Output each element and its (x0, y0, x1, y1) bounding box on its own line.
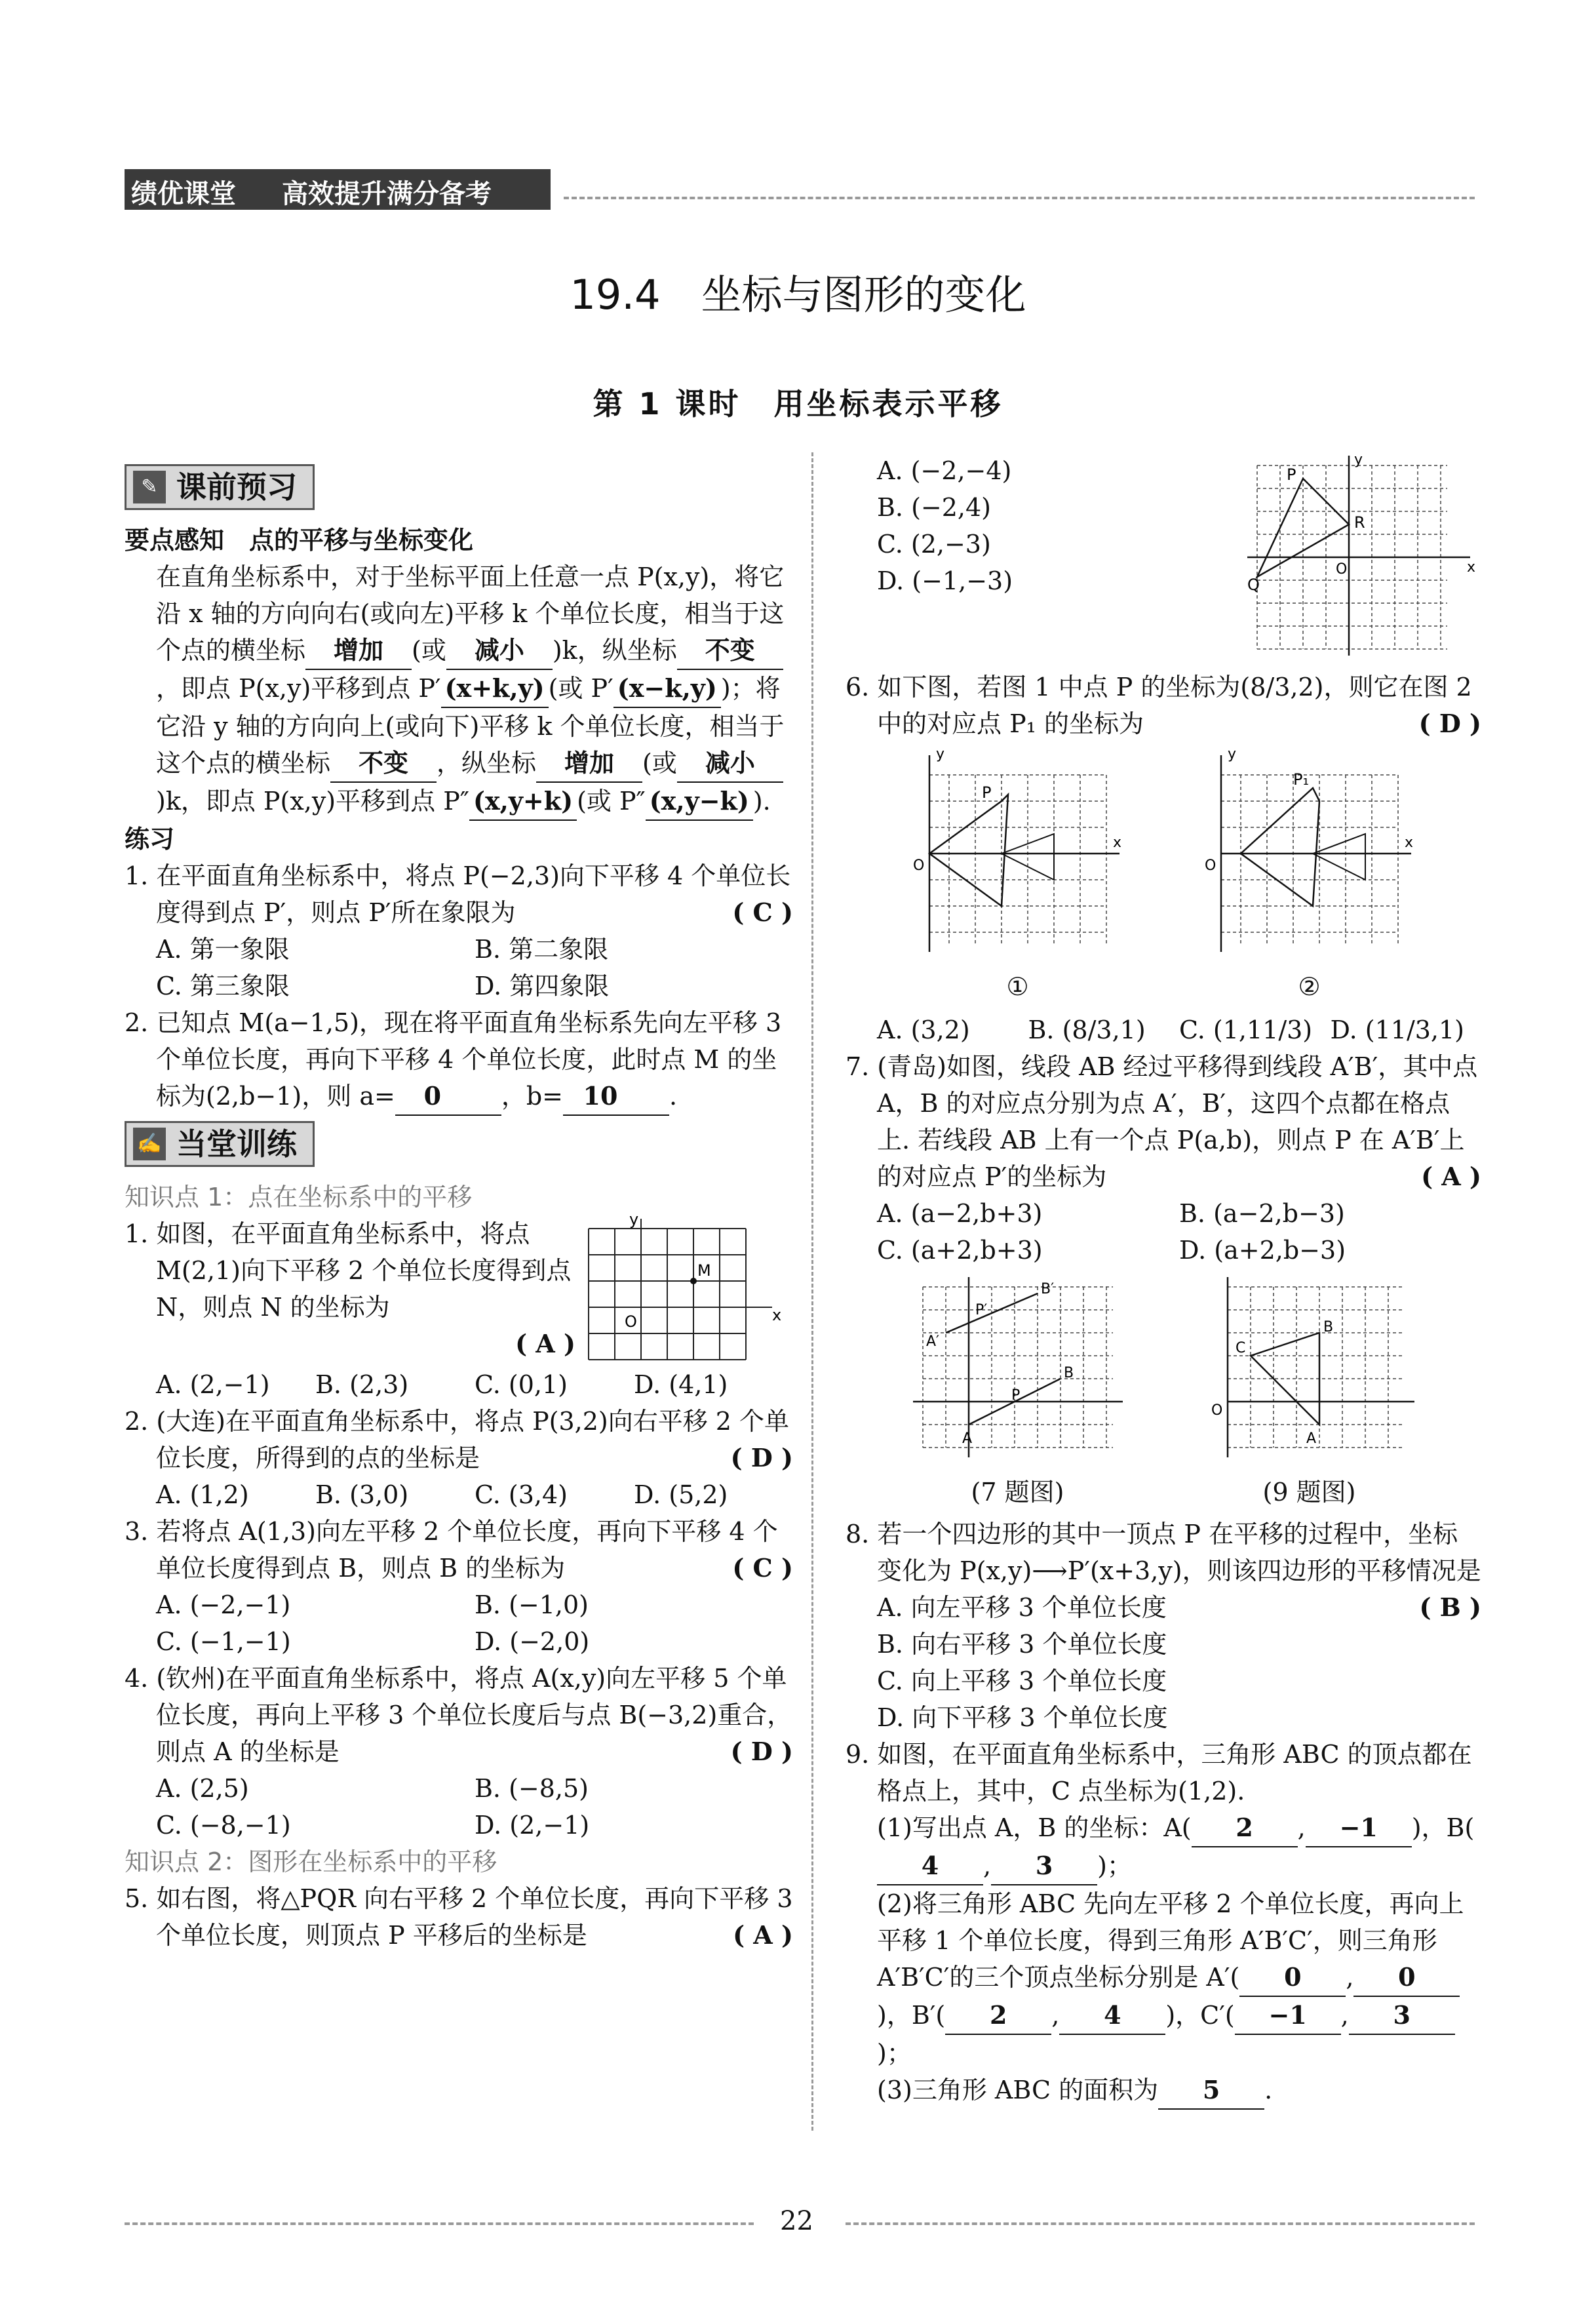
key-points-text: 在直角坐标系中，对于坐标平面上任意一点 P(x,y)，将它沿 x 轴的方向向右(或向左)平移 k 个单位长度，相当于这个点的横坐标 增加 (或 减小 )k，纵坐标 不变，即点 P(x,y)平移到点 P′ (x+k,y) (或 P′ (x−k,y) )；将它沿 y 轴的方向向上(或向下)平移 k 个单位长度，相当于这个点的横坐标 不变 ，纵坐标 增加 (或 减小)k，即点 P(x,y)平移到点 P″ (x,y+k) (或 P″ (x,y−k) ). (125, 559, 793, 821)
header-slogan: 高效提升满分备考 (282, 179, 492, 209)
svg-text:P₁: P₁ (1293, 770, 1309, 789)
question-3: 3. 若将点 A(1,3)向左平移 2 个单位长度，再向下平移 4 个单位长度得到点 B，则点 B 的坐标为 ( C ) (125, 1517, 793, 1583)
question-8: 8. 若一个四边形的其中一顶点 P 在平移的过程中，坐标变化为 P(x,y)⟶P′(x+3,y)，则该四边形的平移情况是 ( B ) (846, 1520, 1481, 1622)
question-7: 7. (青岛)如图，线段 AB 经过平移得到线段 A′B′，其中点 A，B 的对应点分别为点 A′，B′，这四个点都在格点上. 若线段 AB 上有一个点 P(a,b)，则点 P 在 A′B′上的对应点 P′的坐标为 ( A ) (846, 1052, 1481, 1191)
svg-text:y: y (1227, 749, 1236, 762)
practice-q1-options: A. 第一象限 B. 第二象限 C. 第三象限 D. 第四象限 (156, 935, 610, 1000)
svg-text:R: R (1354, 513, 1365, 532)
q6-caption-2: ② (1298, 972, 1321, 1001)
svg-text:C: C (1235, 1340, 1245, 1356)
q1-grid-figure (575, 1215, 792, 1366)
point-m (690, 1278, 697, 1284)
question-2: 2. (大连)在平面直角坐标系中，将点 P(3,2)向右平移 2 个单位长度，所得到的点的坐标是 ( D ) (125, 1407, 793, 1472)
q5-pqr-figure (1244, 452, 1480, 669)
svg-text:A: A (1306, 1430, 1316, 1447)
q6-caption-1: ① (1006, 972, 1029, 1001)
svg-text:y: y (629, 1215, 639, 1229)
column-divider (811, 452, 813, 2131)
right-column (846, 452, 1481, 2110)
svg-text:B: B (1063, 1365, 1074, 1381)
page-number: 22 (780, 2206, 813, 2236)
question-4-options: A. (2,5) B. (−8,5) C. (−8,−1) D. (2,−1) (156, 1774, 590, 1840)
figures-7-9 (846, 1269, 1481, 1516)
q6-figure-1 (910, 749, 1126, 1005)
svg-text:Q: Q (1247, 576, 1260, 594)
preview-section-header: ✎ 课前预习 (125, 464, 315, 510)
svg-text:y: y (935, 749, 944, 762)
question-9: 9. 如图，在平面直角坐标系中，三角形 ABC 的顶点都在格点上，其中，C 点坐标为(1,2). (846, 1740, 1472, 1805)
svg-text:O: O (1204, 858, 1216, 874)
svg-text:y: y (1354, 452, 1363, 468)
svg-text:P: P (1287, 465, 1296, 484)
q6-figures (846, 742, 1481, 1012)
svg-text:x: x (772, 1306, 782, 1324)
practice-q1: 1. 在平面直角坐标系中，将点 P(−2,3)向下平移 4 个单位长度得到点 P′，则点 P′所在象限为 ( C ) (125, 861, 793, 927)
question-1-options: A. (2,−1) B. (2,3) C. (0,1) D. (4,1) (156, 1370, 728, 1399)
key-points-title: 要点感知 点的平移与坐标变化 (125, 526, 474, 555)
footer-divider-left (125, 2222, 754, 2225)
page-title: 19.4 坐标与图形的变化 (570, 271, 1026, 319)
question-5: 5. 如右图，将△PQR 向右平移 2 个单位长度，再向下平移 3 个单位长度，则顶点 P 平移后的坐标是 ( A ) (125, 1884, 793, 1950)
q6-figure-2 (1201, 749, 1418, 1005)
question-5-options: A. (−2,−4) B. (−2,4) C. (2,−3) D. (−1,−3) (877, 456, 1013, 595)
left-column (125, 459, 793, 1954)
svg-text:P′: P′ (975, 1302, 987, 1318)
question-6: 6. 如下图，若图 1 中点 P 的坐标为(8/3,2)，则它在图 2 中的对应点 P₁ 的坐标为 ( D ) (846, 673, 1481, 738)
question-2-options: A. (1,2) B. (3,0) C. (3,4) D. (5,2) (156, 1480, 728, 1509)
svg-text:B′: B′ (1040, 1281, 1054, 1297)
figure-9-caption: (9 题图) (1262, 1478, 1356, 1507)
svg-text:P: P (981, 783, 991, 802)
question-1: 1. 如图，在平面直角坐标系中，将点 M(2,1)向下平移 2 个单位长度得到点 N，则点 N 的坐标为 ( A ) (125, 1219, 575, 1358)
header-divider (564, 197, 1475, 199)
svg-text:O: O (625, 1312, 637, 1331)
svg-text:O: O (1336, 561, 1348, 578)
q5-options-block (846, 452, 1481, 669)
question-9-part-1: (1)写出点 A，B 的坐标：A( 2 , −1 )，B(4 , 3 )； (846, 1809, 1481, 1885)
knowledge-point-2: 知识点 2：图形在坐标系中的平移 (125, 1847, 497, 1876)
practice-label: 练习 (125, 825, 175, 854)
figure-7-caption: (7 题图) (971, 1478, 1064, 1507)
lesson-subtitle: 第 1 课时 用坐标表示平移 (593, 386, 1003, 422)
svg-text:P: P (1011, 1387, 1020, 1404)
svg-text:O: O (1211, 1402, 1222, 1419)
knowledge-point-1: 知识点 1：点在坐标系中的平移 (125, 1183, 473, 1212)
svg-text:O: O (912, 858, 924, 874)
svg-text:x: x (1112, 835, 1121, 851)
svg-text:B: B (1323, 1319, 1333, 1335)
figure-7 (910, 1274, 1126, 1510)
question-3-options: A. (−2,−1) B. (−1,0) C. (−1,−1) D. (−2,0) (156, 1590, 590, 1656)
footer-divider-right (846, 2222, 1475, 2225)
class-training-section-header: ✍ 当堂训练 (125, 1121, 315, 1167)
question-7-options: A. (a−2,b+3) B. (a−2,b−3) C. (a+2,b+3) D. (a+2,b−3) (877, 1199, 1346, 1265)
svg-text:A: A (962, 1430, 972, 1447)
question-9-part-2: (2)将三角形 ABC 先向左平移 2 个单位长度，再向上平移 1 个单位长度，得到三角形 A′B′C′，则三角形 A′B′C′的三个顶点坐标分别是 A′( 0 , 0)，B′( 2 , 4 )，C′( −1 , 3)； (877, 1889, 1464, 2068)
svg-text:x: x (1467, 559, 1476, 576)
svg-text:A′: A′ (925, 1333, 939, 1350)
pencil-icon: ✎ (133, 471, 166, 503)
question-9-part-3: (3)三角形 ABC 的面积为 5 . (846, 2072, 1481, 2110)
header-brand: 绩优课堂 (131, 179, 236, 209)
notebook-icon: ✍ (133, 1128, 166, 1160)
question-4: 4. (钦州)在平面直角坐标系中，将点 A(x,y)向左平移 5 个单位长度，再向上平移 3 个单位长度后与点 B(−3,2)重合，则点 A 的坐标是 ( D ) (125, 1664, 793, 1766)
practice-q2: 2. 已知点 M(a−1,5)，现在将平面直角坐标系先向左平移 3 个单位长度，再向下平移 4 个单位长度，此时点 M 的坐标为(2,b−1)，则 a= 0 ，b= 10 . (125, 1004, 793, 1116)
svg-text:x: x (1404, 835, 1413, 851)
figure-9 (1201, 1274, 1418, 1510)
question-6-options: A. (3,2) B. (8/3,1) C. (1,11/3) D. (11/3,1) (877, 1015, 1465, 1044)
question-8-options: A. 向左平移 3 个单位长度 B. 向右平移 3 个单位长度 C. 向上平移 3 个单位长度 D. 向下平移 3 个单位长度 (877, 1593, 1168, 1732)
svg-text:M: M (697, 1261, 711, 1280)
q1-block (125, 1215, 793, 1366)
